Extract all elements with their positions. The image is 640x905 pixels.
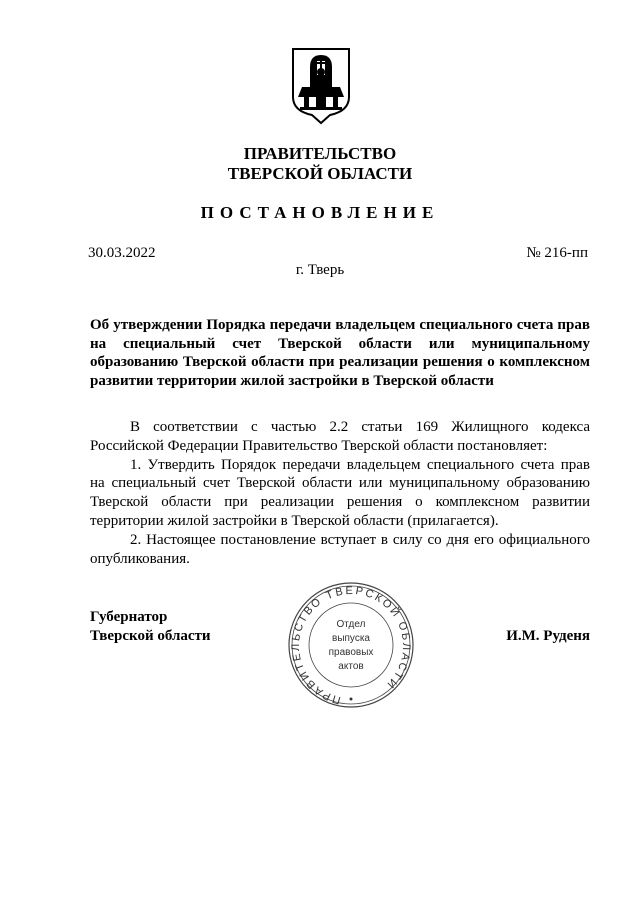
signatory-position	[90, 608, 211, 646]
paragraph-preamble: В соответствии с частью 2.2 статьи 169 Жилищного кодекса Российской Федерации Правительство Тверской области постановляет:	[90, 419, 590, 454]
stamp-ring-text: ПРАВИТЕЛЬСТВО ТВЕРСКОЙ ОБЛАСТИ	[290, 584, 413, 706]
organization-name	[0, 144, 640, 184]
stamp-line-4: актов	[338, 661, 364, 672]
coat-of-arms-icon	[290, 45, 352, 130]
document-date: 30.03.2022	[88, 245, 156, 261]
paragraph-1: 1. Утвердить Порядок передачи владельцем специального счета прав на специальный счет Тверской области или муниципальному образованию Тверской области при реализации решения о комплексном развитии территории жилой застройки в Тверской области (прилагается).	[90, 456, 590, 529]
stamp-line-3: правовых	[328, 647, 374, 658]
org-line-1: ПРАВИТЕЛЬСТВО	[243, 144, 397, 163]
document-subject: Об утверждении Порядка передачи владельцем специального счета прав на специальный счет Тверской области или муниципальному образованию Тверской области при реализации решения о комплексном развитии территории жилой застройки в Тверской области	[90, 317, 590, 389]
org-line-2: ТВЕРСКОЙ ОБЛАСТИ	[227, 164, 413, 183]
position-line-1: Губернатор	[90, 609, 168, 625]
signatory-name: И.М. Руденя	[506, 628, 590, 644]
stamp-line-1: Отдел	[336, 619, 366, 630]
document-body	[90, 418, 590, 568]
position-line-2: Тверской области	[90, 628, 211, 644]
document-type: ПОСТАНОВЛЕНИЕ	[200, 203, 440, 222]
official-stamp	[286, 580, 416, 715]
paragraph-2: 2. Настоящее постановление вступает в силу со дня его официального опубликования.	[90, 531, 590, 567]
document-number: № 216-пп	[526, 245, 588, 261]
stamp-line-2: выпуска	[332, 633, 370, 644]
document-city: г. Тверь	[295, 262, 345, 278]
